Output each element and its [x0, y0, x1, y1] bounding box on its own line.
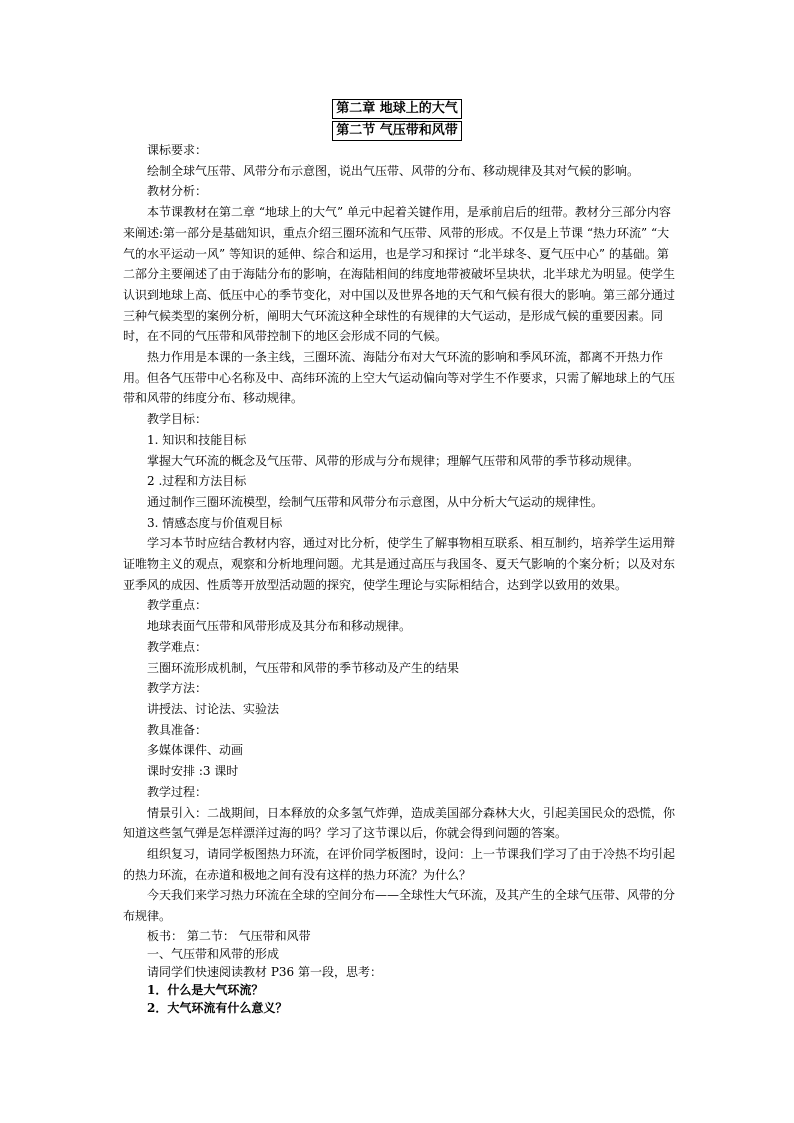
paragraph: 教学目标： [147, 412, 208, 427]
chapter-title: 第二章 地球上的大气 [332, 99, 462, 119]
paragraph: 3. 情感态度与价值观目标 [147, 515, 283, 530]
paragraph: 一、气压带和风带的形成 [147, 946, 280, 961]
paragraph: 请同学们快速阅读教材 P36 第一段，思考： [147, 964, 382, 979]
paragraph: 教学过程： [147, 784, 208, 799]
paragraph: 1．什么是大气环流？ [147, 982, 264, 997]
paragraph: 1. 知识和技能目标 [147, 432, 247, 447]
paragraph: 教学难点： [147, 639, 208, 654]
paragraph: 教具准备： [147, 722, 208, 737]
paragraph: 组织复习，请同学板图热力环流，在评价同学板图时，设问：上一节课我们学习了由于冷热不均引起的热力环流，在赤道和极地之间有没有这样的热力环流？为什么？ [123, 846, 676, 882]
paragraph: 教材分析： [147, 184, 208, 199]
paragraph: 2．大气环流有什么意义？ [147, 1000, 288, 1015]
paragraph: 情景引入：二战期间，日本释放的众多氢气炸弹，造成美国部分森林大火，引起美国民众的恐慌，你知道这些氢气弹是怎样漂洋过海的吗？学习了这节课以后，你就会得到问题的答案。 [123, 805, 676, 841]
paragraph: 板书： 第二节： 气压带和风带 [147, 928, 311, 943]
chapter-title-box [0, 97, 794, 119]
paragraph: 热力作用是本课的一条主线，三圈环流、海陆分布对大气环流的影响和季风环流，都离不开热力作用。但各气压带中心名称及中、高纬环流的上空大气运动偏向等对学生不作要求，只需了解地球上的气压带和风带的纬度分布、移动规律。 [123, 350, 676, 406]
paragraph: 掌握大气环流的概念及气压带、风带的形成与分布规律；理解气压带和风带的季节移动规律。 [147, 453, 640, 468]
section-title-box [0, 119, 794, 141]
paragraph: 本节课教材在第二章 “地球上的大气” 单元中起着关键作用，是承前启后的纽带。教材分三部分内容来阐述:第一部分是基础知识，重点介绍三圈环流和气压带、风带的形成。不仅是上节课 “热力环流” “大气的水平运动一风” 等知识的延伸、综合和运用，也是学习和探讨 “北半球冬、夏气压中心” 的基础。第二部分主要阐述了由于海陆分布的影响，在海陆相间的纬度地带被破坏呈块状，北半球尤为明显。使学生认识到地球上高、低压中心的季节变化，对中国以及世界各地的天气和气候有很大的影响。第三部分通过三种气候类型的案例分析，阐明大气环流这种全球性的有规律的大气运动，是形成气候的重要因素。同时，在不同的气压带和风带控制下的地区会形成不同的气候。 [123, 205, 676, 344]
paragraph: 今天我们来学习热力环流在全球的空间分布——全球性大气环流，及其产生的全球气压带、风带的分布规律。 [123, 888, 676, 924]
paragraph: 教学方法： [147, 681, 208, 696]
paragraph: 三圈环流形成机制，气压带和风带的季节移动及产生的结果 [147, 660, 460, 675]
document-body [123, 140, 678, 1017]
section-title: 第二节 气压带和风带 [332, 121, 462, 141]
paragraph: 绘制全球气压带、风带分布示意图，说出气压带、风带的分布、移动规律及其对气候的影响。 [147, 163, 640, 178]
paragraph: 课时安排 :3 课时 [147, 764, 239, 779]
paragraph: 学习本节时应结合教材内容，通过对比分析，使学生了解事物相互联系、相互制约，培养学生运用辩证唯物主义的观点，观察和分析地理问题。尤其是通过高压与我国冬、夏天气影响的个案分析；以及对东亚季风的成因、性质等开放型活动题的探究，使学生理论与实际相结合，达到学以致用的效果。 [123, 536, 676, 592]
paragraph: 通过制作三圈环流模型，绘制气压带和风带分布示意图，从中分析大气运动的规律性。 [147, 494, 604, 509]
paragraph: 地球表面气压带和风带形成及其分布和移动规律。 [147, 619, 412, 634]
paragraph: 多媒体课件、动画 [147, 743, 244, 758]
paragraph: 课标要求： [147, 143, 208, 157]
paragraph: 教学重点： [147, 598, 208, 613]
paragraph: 讲授法、讨论法、实验法 [147, 701, 280, 716]
paragraph: 2 .过程和方法目标 [147, 474, 247, 489]
